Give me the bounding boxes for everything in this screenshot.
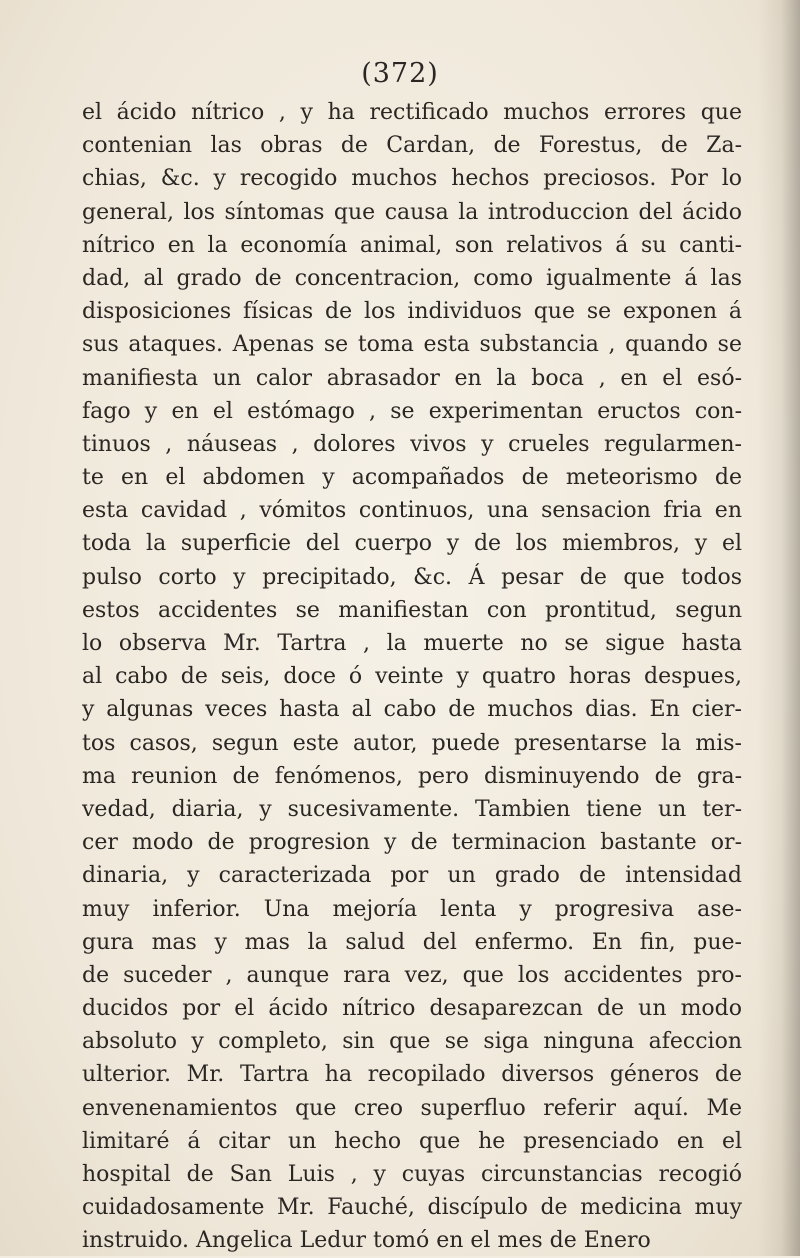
text-line: el ácido nítrico , y ha rectificado muchos errores que: [82, 100, 742, 125]
body-text: [82, 96, 742, 1258]
text-line: limitaré á citar un hecho que he presenciado en el: [82, 1128, 742, 1154]
text-line: y algunas veces hasta al cabo de muchos dias. En cier-: [82, 697, 742, 723]
text-line: dad, al grado de concentracion, como igualmente á las: [82, 265, 742, 291]
text-line: tinuos , náuseas , dolores vivos y crueles regularmen-: [82, 431, 742, 457]
text-line: envenenamientos que creo superfluo referir aquí. Me: [82, 1095, 742, 1121]
text-line: vedad, diaria, y sucesivamente. Tambien tiene un ter-: [82, 796, 742, 822]
text-line: chias, &c. y recogido muchos hechos preciosos. Por lo: [82, 166, 742, 192]
text-line: tos casos, segun este autor, puede presentarse la mis-: [82, 730, 742, 756]
text-line: ducidos por el ácido nítrico desaparezcan de un modo: [82, 996, 742, 1022]
text-line: manifiesta un calor abrasador en la boca , en el esó-: [82, 365, 742, 391]
page-edge-shadow: [758, 0, 800, 1256]
text-line: ma reunion de fenómenos, pero disminuyendo de gra-: [82, 763, 742, 789]
text-line: dinaria, y caracterizada por un grado de intensidad: [82, 863, 742, 889]
text-line: absoluto y completo, sin que se siga ninguna afeccion: [82, 1029, 742, 1055]
text-line: pulso corto y precipitado, &c. Á pesar de que todos: [82, 564, 742, 590]
text-line: lo observa Mr. Tartra , la muerte no se sigue hasta: [82, 631, 742, 656]
text-line: instruido. Angelica Ledur tomó en el mes de Enero: [82, 1228, 651, 1254]
text-line: esta cavidad , vómitos continuos, una sensacion fria en: [82, 498, 742, 524]
text-line: general, los síntomas que causa la introduccion del ácido: [82, 199, 742, 225]
text-line: ulterior. Mr. Tartra ha recopilado diversos géneros de: [82, 1062, 742, 1088]
text-line: nítrico en la economía animal, son relativos á su canti-: [82, 232, 742, 258]
text-line: fago y en el estómago , se experimentan eructos con-: [82, 398, 742, 424]
text-line: te en el abdomen y acompañados de meteorismo de: [82, 465, 742, 491]
text-line: toda la superficie del cuerpo y de los miembros, y el: [82, 531, 742, 557]
text-line: gura mas y mas la salud del enfermo. En fin, pue-: [82, 929, 742, 955]
text-line: cer modo de progresion y de terminacion bastante or-: [82, 830, 742, 856]
text-line: sus ataques. Apenas se toma esta substancia , quando se: [82, 332, 742, 358]
text-line: disposiciones físicas de los individuos que se exponen á: [82, 299, 742, 325]
text-line: al cabo de seis, doce ó veinte y quatro horas despues,: [82, 664, 742, 690]
page-number: (372): [361, 58, 439, 89]
text-line: de suceder , aunque rara vez, que los accidentes pro-: [82, 962, 742, 988]
text-line: hospital de San Luis , y cuyas circunstancias recogió: [82, 1162, 742, 1187]
text-line: estos accidentes se manifiestan con prontitud, segun: [82, 597, 742, 623]
text-line: cuidadosamente Mr. Fauché, discípulo de medicina muy: [82, 1195, 742, 1221]
text-line: muy inferior. Una mejoría lenta y progresiva ase-: [82, 896, 742, 922]
text-line: contenian las obras de Cardan, de Forestus, de Za-: [82, 133, 742, 159]
